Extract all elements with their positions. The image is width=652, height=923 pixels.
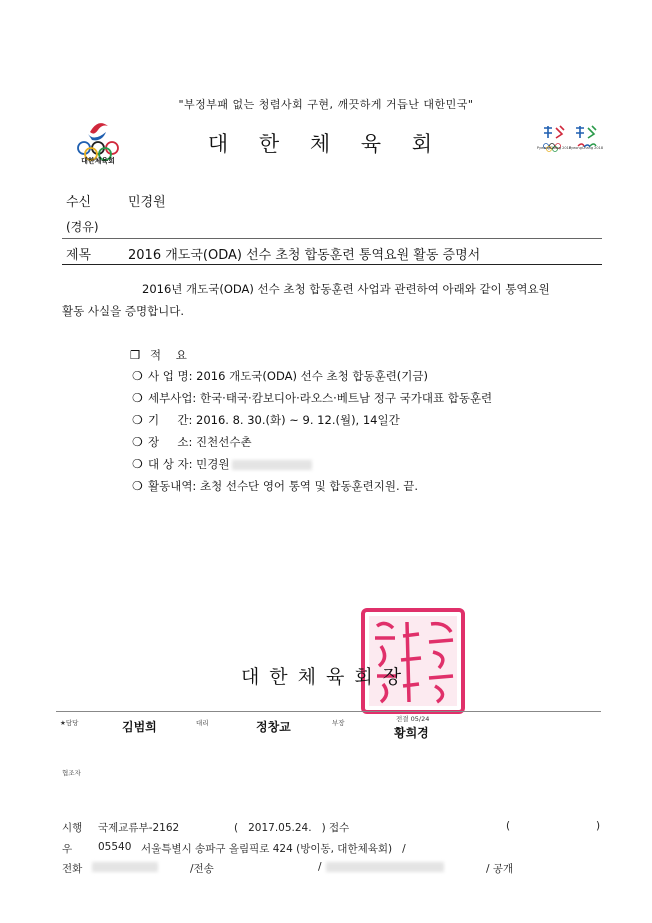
cooperator-label: 협조자 [62, 769, 81, 777]
via-label: (경유) [66, 220, 99, 234]
recipient-value: 민경원 [128, 195, 166, 210]
emblem-caption-olympic: PyeongChang 2018 [536, 146, 572, 150]
item-value: 초청 선수단 영어 통역 및 합동훈련지원. 끝. [199, 479, 419, 493]
circle-bullet-icon: ❍ [132, 479, 143, 493]
divider-top [62, 238, 602, 239]
divider-subject [62, 264, 602, 265]
item-label: 사 업 명: [148, 369, 193, 383]
item-value: 2016 개도국(ODA) 선수 초청 합동훈련(기금) [196, 369, 428, 383]
summary-item-subproject [132, 390, 492, 406]
staff-label: ★담당 [60, 719, 79, 727]
summary-item-project [132, 368, 428, 384]
recipient-label: 수신 [66, 195, 92, 210]
official-seal-stamp [359, 606, 467, 716]
receipt-open: ( [506, 820, 511, 832]
doc-number: 국제교류부-2162 [98, 822, 180, 834]
motto-slogan: "부정부패 없는 청렴사회 구현, 깨끗하게 거듭난 대한민국" [178, 98, 474, 111]
logo-org-name: 대한체육회 [81, 157, 115, 165]
item-value: 민경원 [196, 457, 230, 471]
fax-label: /전송 [190, 863, 214, 875]
emblem-caption-paralympic: PyeongChang 2018 [568, 146, 604, 150]
redacted-phone [92, 862, 158, 872]
circle-bullet-icon: ❍ [132, 435, 143, 449]
president-signature-line: 대한체육회장 [240, 666, 412, 688]
deputy-label: 대리 [196, 719, 209, 727]
approval-date: 전결 05/24 [396, 715, 430, 723]
item-label: 장 소: [148, 435, 193, 449]
postcode-label: 우 [62, 843, 73, 855]
square-bullet-icon: ❒ [130, 348, 141, 362]
divider-signatures [56, 711, 601, 712]
email-separator: / [318, 861, 322, 873]
item-value: 2016. 8. 30.(화) ~ 9. 12.(월), 14일간 [196, 413, 400, 427]
circle-bullet-icon: ❍ [132, 391, 143, 405]
redacted-email [326, 862, 444, 872]
summary-item-target [132, 456, 312, 472]
summary-heading-text: 적 요 [149, 348, 187, 362]
circle-bullet-icon: ❍ [132, 369, 143, 383]
item-label: 대 상 자: [148, 457, 193, 471]
approver-name: 황희경 [394, 726, 429, 740]
manager-label: 부장 [332, 719, 345, 727]
phone-label: 전화 [62, 863, 83, 875]
item-value: 진천선수촌 [196, 435, 252, 449]
summary-heading [130, 347, 187, 363]
item-label: 기 간: [148, 413, 193, 427]
postcode: 05540 [98, 841, 132, 853]
address: 서울특별시 송파구 올림픽로 424 (방이동, 대한체육회) / [141, 843, 406, 855]
doc-date: ( 2017.05.24. ) 접수 [234, 822, 350, 834]
receipt-close: ) [596, 820, 601, 832]
summary-item-location [132, 434, 252, 450]
organization-title: 대 한 체 육 회 [207, 132, 445, 156]
doc-label: 시행 [62, 822, 83, 834]
redacted-info [232, 460, 312, 470]
public-status: / 공개 [486, 863, 514, 875]
deputy-name: 정창교 [256, 720, 291, 734]
circle-bullet-icon: ❍ [132, 457, 143, 471]
summary-item-activity [132, 478, 418, 494]
staff-name: 김범희 [122, 720, 157, 734]
body-line-2: 활동 사실을 증명합니다. [62, 304, 185, 318]
circle-bullet-icon: ❍ [132, 413, 143, 427]
item-value: 한국·태국·캄보디아·라오스·베트남 정구 국가대표 합동훈련 [199, 391, 493, 405]
item-label: 세부사업: [148, 391, 197, 405]
subject-label: 제목 [66, 248, 92, 263]
subject-value: 2016 개도국(ODA) 선수 초청 합동훈련 통역요원 활동 증명서 [128, 248, 481, 263]
item-label: 활동내역: [148, 479, 197, 493]
summary-item-period [132, 412, 400, 428]
body-line-1: 2016년 개도국(ODA) 선수 초청 합동훈련 사업과 관련하여 아래와 같이 통역요원 [142, 282, 550, 296]
